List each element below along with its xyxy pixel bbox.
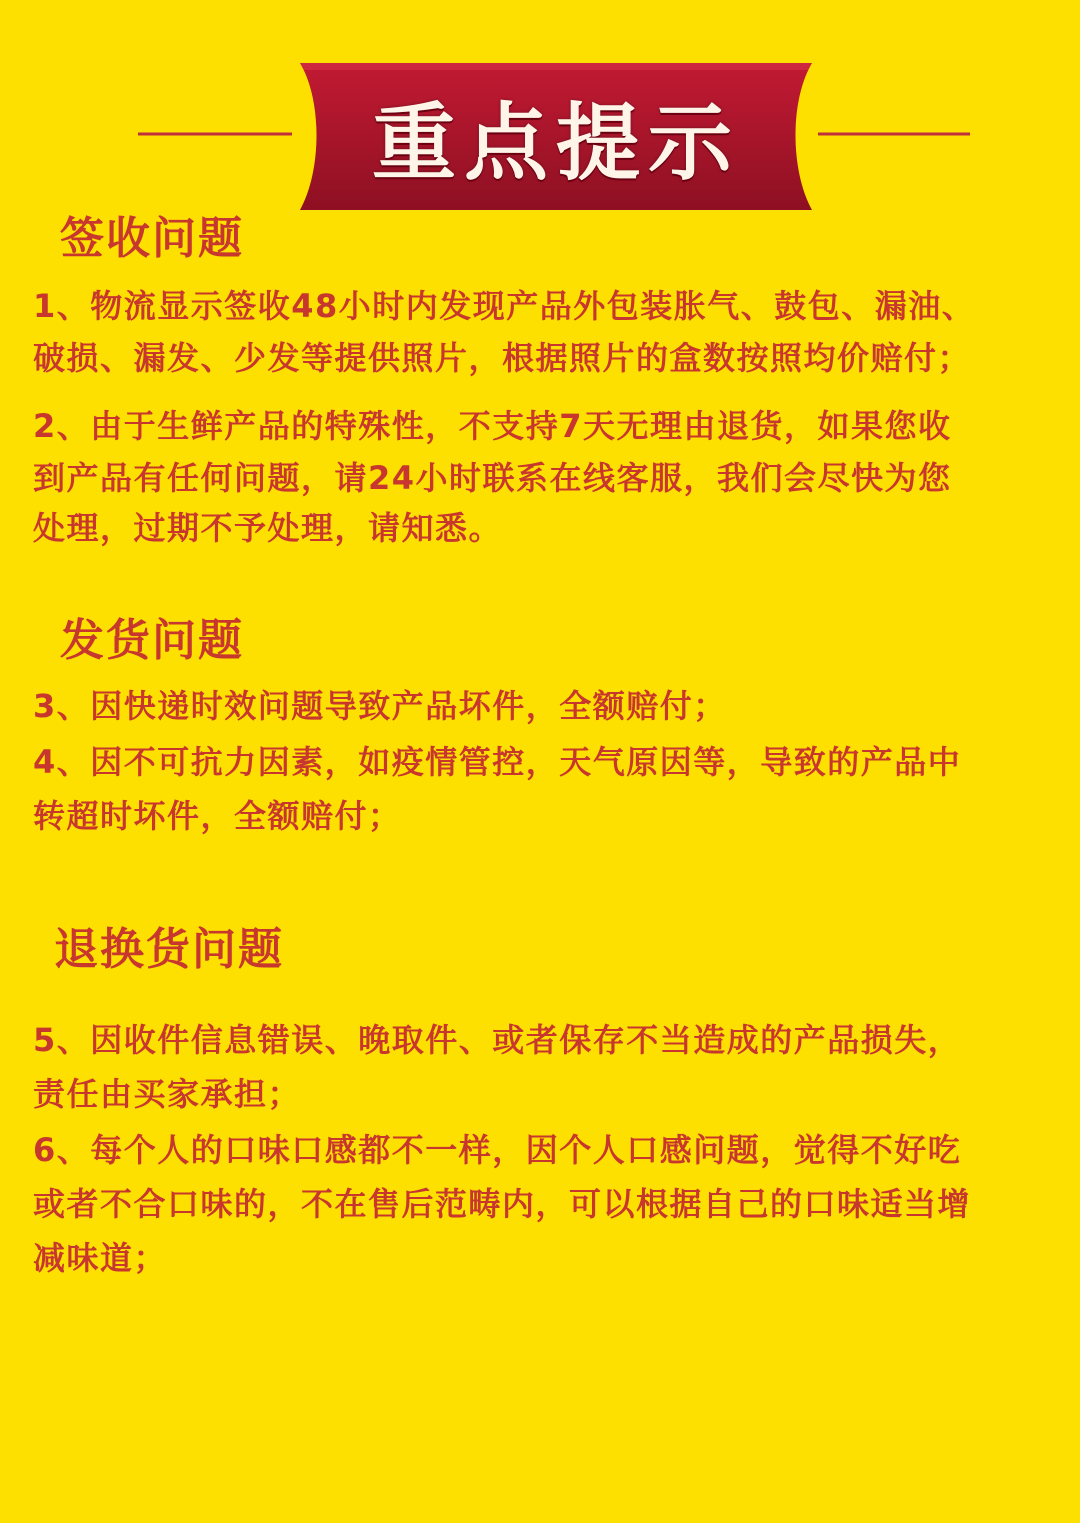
section-heading-sign-receipt: 签收问题	[60, 213, 244, 264]
page-title: 重点提示	[371, 92, 740, 192]
return-line-2: 责任由买家承担；	[33, 1075, 302, 1113]
return-line-1: 5、因收件信息错误、晚取件、或者保存不当造成的产品损失，	[33, 1021, 962, 1059]
return-line-3: 6、每个人的口味口感都不一样，因个人口感问题，觉得不好吃	[33, 1131, 962, 1169]
sign-receipt-line-5: 处理，过期不予处理，请知悉。	[33, 509, 503, 547]
section-heading-shipping: 发货问题	[60, 615, 244, 666]
sign-receipt-line-2: 破损、漏发、少发等提供照片，根据照片的盒数按照均价赔付；	[33, 339, 972, 377]
sign-receipt-line-3: 2、由于生鲜产品的特殊性，不支持7天无理由退货，如果您收	[33, 407, 952, 445]
sign-receipt-line-1: 1、物流显示签收48小时内发现产品外包装胀气、鼓包、漏油、	[33, 287, 976, 325]
title-banner	[0, 0, 1080, 220]
section-heading-return-exchange: 退换货问题	[54, 924, 284, 975]
shipping-line-3: 转超时坏件，全额赔付；	[33, 797, 402, 835]
shipping-line-2: 4、因不可抗力因素，如疫情管控，天气原因等，导致的产品中	[33, 743, 962, 781]
return-line-5: 减味道；	[33, 1239, 168, 1277]
shipping-line-1: 3、因快递时效问题导致产品坏件，全额赔付；	[33, 687, 727, 725]
return-line-4: 或者不合口味的，不在售后范畴内，可以根据自己的口味适当增	[33, 1185, 972, 1223]
sign-receipt-line-4: 到产品有任何问题，请24小时联系在线客服，我们会尽快为您	[33, 459, 952, 497]
